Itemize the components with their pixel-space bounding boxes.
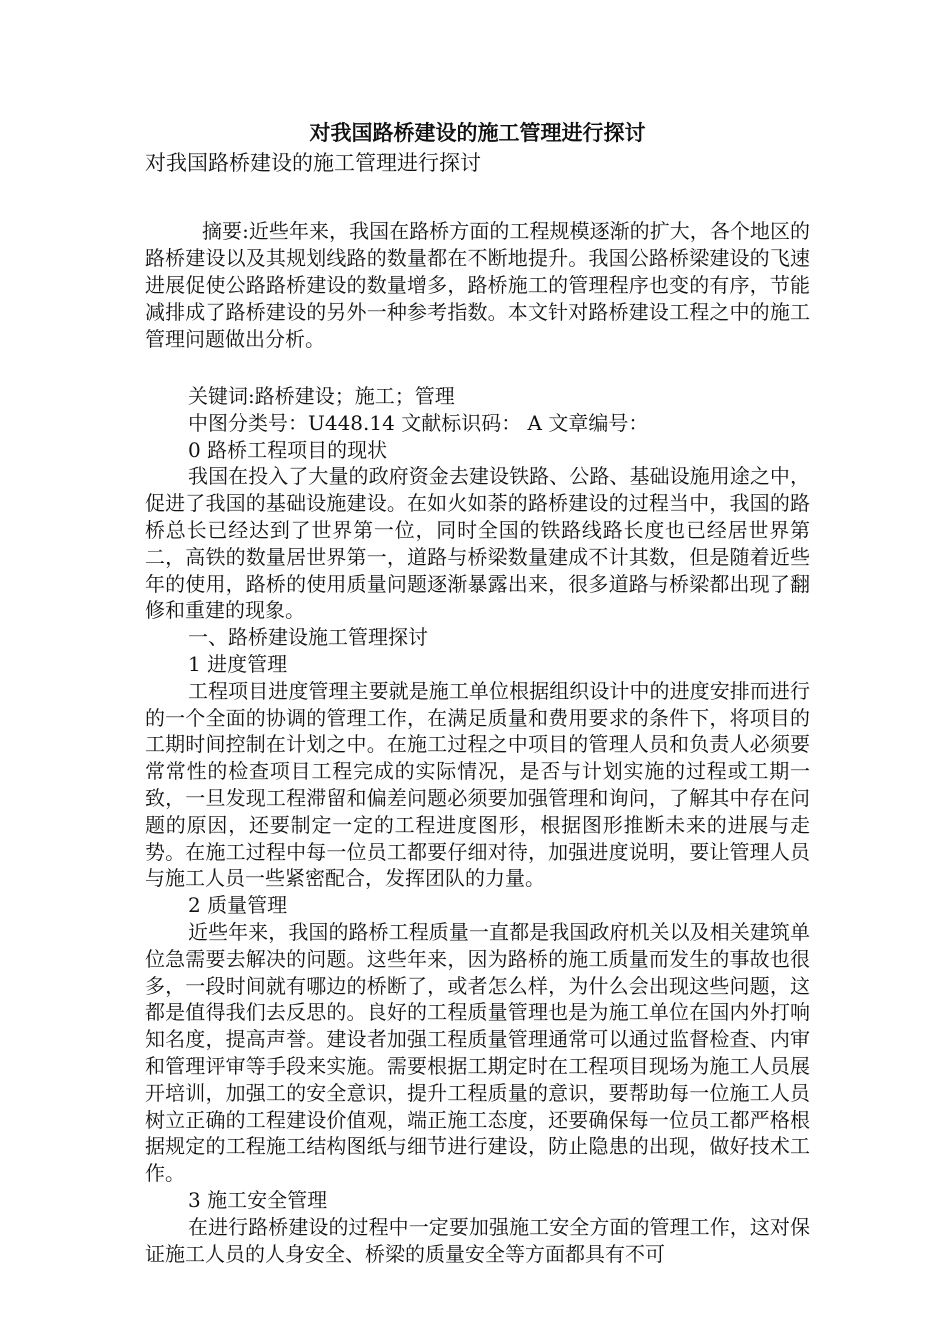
- section-1-heading: 1 进度管理: [188, 651, 288, 676]
- section-2-body: 近些年来，我国的路桥工程质量一直都是我国政府机关以及相关建筑单位急需要去解决的问题。这些年来，因为路桥的施工质量而发生的事故也很多，一段时间就有哪边的桥断了，或者怎么样，为什么会出现这些问题，这都是值得我们去反思的。良好的工程质量管理也是为施工单位在国内外打响知名度，提高声誉。建设者加强工程质量管理通常可以通过监督检查、内审和管理评审等手段来实施。需要根据工期定时在工程项目现场为施工人员展开培训，加强工的安全意识，提升工程质量的意识，要帮助每一位施工人员树立正确的工程建设价值观，端正施工态度，还要确保每一位员工都严格根据规定的工程施工结构图纸与细节进行建设，防止隐患的出现，做好技术工作。: [145, 919, 810, 1186]
- section-3-heading: 3 施工安全管理: [188, 1187, 328, 1212]
- section-0-body: 我国在投入了大量的政府资金去建设铁路、公路、基础设施用途之中，促进了我国的基础设施建设。在如火如荼的路桥建设的过程当中，我国的路桥总长已经达到了世界第一位，同时全国的铁路线路长度也已经居世界第二，高铁的数量居世界第一，道路与桥梁数量建成不计其数，但是随着近些年的使用，路桥的使用质量问题逐渐暴露出来，很多道路与桥梁都出现了翻修和重建的现象。: [145, 464, 810, 623]
- section-0-heading: 0 路桥工程项目的现状: [188, 437, 388, 462]
- abstract-paragraph: 摘要:近些年来，我国在路桥方面的工程规模逐渐的扩大，各个地区的路桥建设以及其规划线路的数量都在不断地提升。我国公路桥梁建设的飞速进展促使公路路桥建设的数量增多，路桥施工的管理程序也变的有序，节能减排成了路桥建设的另外一种参考指数。本文针对路桥建设工程之中的施工管理问题做出分析。: [145, 219, 810, 351]
- section-1-body: 工程项目进度管理主要就是施工单位根据组织设计中的进度安排而进行的一个全面的协调的管理工作，在满足质量和费用要求的条件下，将项目的工期时间控制在计划之中。在施工过程之中项目的管理人员和负责人必须要常常性的检查项目工程完成的实际情况，是否与计划实施的过程或工期一致，一旦发现工程滞留和偏差问题必须要加强管理和询问，了解其中存在问题的原因，还要制定一定的工程进度图形，根据图形推断未来的进展与走势。在施工过程中每一位员工都要仔细对待，加强进度说明，要让管理人员与施工人员一些紧密配合，发挥团队的力量。: [145, 678, 810, 891]
- document-title: 对我国路桥建设的施工管理进行探讨: [309, 120, 646, 145]
- document-page: [145, 118, 810, 1267]
- document-subtitle: 对我国路桥建设的施工管理进行探讨: [145, 151, 481, 175]
- classification-line: 中图分类号：U448.14 文献标识码： A 文章编号：: [188, 410, 649, 435]
- article-body: [145, 383, 810, 1267]
- part-1-heading: 一、路桥建设施工管理探讨: [188, 625, 428, 650]
- keywords-line: 关键词:路桥建设；施工；管理: [188, 384, 455, 408]
- section-3-body: 在进行路桥建设的过程中一定要加强施工安全方面的管理工作，这对保证施工人员的人身安全、桥梁的质量安全等方面都具有不可: [145, 1214, 810, 1266]
- section-2-heading: 2 质量管理: [188, 893, 288, 918]
